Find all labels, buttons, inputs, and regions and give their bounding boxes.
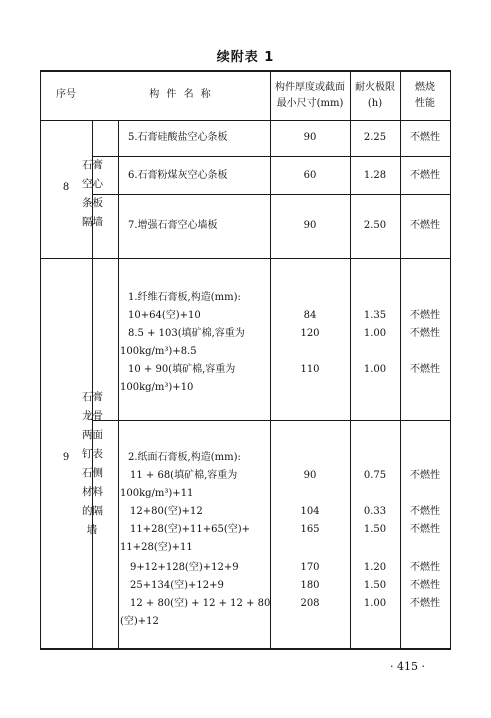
group9-sub2-line4: 11+28(空)+11+65(空)+ [130,524,251,535]
group9-sub2-burn-4: 不燃性 [410,562,440,573]
group8-row2-thickness: 60 [303,170,317,181]
group8-row1-name: 5.石膏硅酸盐空心条板 [128,132,228,143]
header-burn-1: 燃烧 [415,82,435,93]
group9-sub2-line9: (空)+12 [120,616,159,627]
group9-sub2-line5: 11+28(空)+11 [120,542,193,553]
group9-sub1-line3: 100kg/m³)+8.5 [120,346,197,357]
group9-sub2-burn-5: 不燃性 [410,580,440,591]
group8-row2-burn: 不燃性 [410,170,440,181]
group9-sub2-heading: 2.纸面石膏板,构造(mm): [128,452,241,463]
group8-row3-name: 7.增强石膏空心墙板 [128,220,218,231]
page-number: · 415 · [390,660,425,673]
group9-sub2-fire-2: 0.33 [363,506,387,517]
group9-sub1-thickness-3: 110 [300,364,320,375]
table-title: 续附表 1 [216,50,275,65]
group9-sub1-burn-1: 不燃性 [410,310,440,321]
group9-sub2-thickness-1: 90 [303,470,317,481]
group9-sub1-thickness-2: 120 [300,328,320,339]
header-thickness-2: 最小尺寸(mm) [276,98,344,109]
group9-sub1-line2: 8.5 + 103(填矿棉,容重为 [128,328,245,339]
group8-row1-fire: 2.25 [363,132,387,143]
group9-sub1-fire-1: 1.35 [363,310,387,321]
group9-sub2-burn-6: 不燃性 [410,598,440,609]
header-no: 序号 [56,89,76,100]
group8-row1-thickness: 90 [303,132,317,143]
group9-sub2-thickness-2: 104 [300,506,320,517]
group9-sub2-line1: 11 + 68(填矿棉,容重为 [130,470,238,481]
group9-sub1-line5: 100kg/m³)+10 [120,382,194,393]
group8-row3-burn: 不燃性 [410,220,440,231]
group9-sub1-fire-3: 1.00 [363,364,387,375]
group9-sub2-thickness-6: 208 [300,598,320,609]
group9-sub1-burn-3: 不燃性 [410,364,440,375]
group8-row2-fire: 1.28 [363,170,387,181]
group9-sub2-line6: 9+12+128(空)+12+9 [130,562,239,573]
group8-row2-name: 6.石膏粉煤灰空心条板 [128,170,228,181]
group9-sub2-fire-5: 1.50 [363,580,387,591]
group9-sub2-thickness-4: 170 [300,562,320,573]
group8-row3-fire: 2.50 [363,220,387,231]
group8-category: 石膏 空心 条板 隔墙 [82,159,103,228]
group9-sub2-thickness-5: 180 [300,580,320,591]
fire-resistance-table [40,70,451,650]
header-thickness-1: 构件厚度或截面 [275,82,345,93]
header-burn-2: 性能 [415,98,435,109]
group9-sub1-line1: 10+64(空)+10 [128,310,201,321]
header-fire-2: (h) [367,98,383,109]
group9-sub2-thickness-3: 165 [300,524,320,535]
group9-sub1-thickness-1: 84 [303,310,317,321]
group9-sub2-line8: 12 + 80(空) + 12 + 12 + 80 [130,598,271,609]
group8-row1-burn: 不燃性 [410,132,440,143]
group9-sub2-fire-1: 0.75 [363,470,387,481]
group9-sub2-fire-3: 1.50 [363,524,387,535]
group9-category: 石膏 龙骨 两面 钉表 石侧 材料 的隔 墙 [82,391,103,536]
group9-sub2-line7: 25+134(空)+12+9 [130,580,224,591]
group9-sub2-fire-6: 1.00 [363,598,387,609]
group9-sub2-fire-4: 1.20 [363,562,387,573]
group9-sub2-burn-2: 不燃性 [410,506,440,517]
group9-sub2-burn-3: 不燃性 [410,524,440,535]
group9-sub1-heading: 1.纤维石膏板,构造(mm): [128,292,241,303]
header-fire-1: 耐火极限 [355,82,395,93]
group8-no: 8 [62,182,70,193]
group9-sub1-burn-2: 不燃性 [410,328,440,339]
group9-sub2-burn-1: 不燃性 [410,470,440,481]
group9-sub1-line4: 10 + 90(填矿棉,容重为 [128,364,236,375]
group8-row3-thickness: 90 [303,220,317,231]
header-name: 构 件 名 称 [149,89,213,100]
group9-no: 9 [62,452,70,463]
group9-sub2-line3: 12+80(空)+12 [130,506,203,517]
group9-sub2-line2: 100kg/m³)+11 [120,488,194,499]
group9-sub1-fire-2: 1.00 [363,328,387,339]
